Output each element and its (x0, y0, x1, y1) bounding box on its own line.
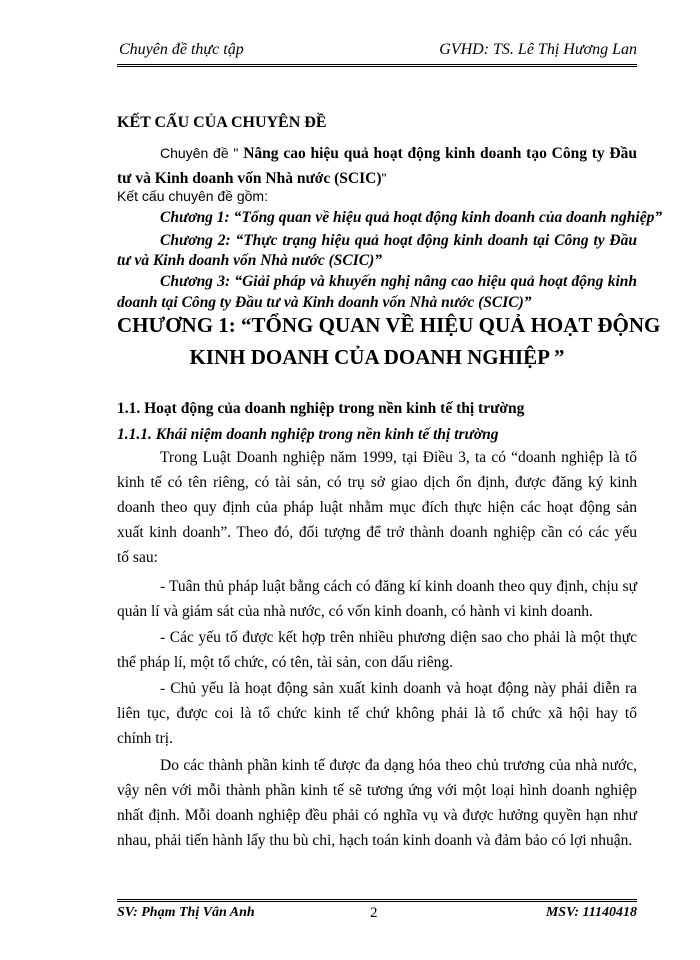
bullet-2-line: - Các yếu tố được kết hợp trên nhiều phương diện sao cho phải là một thực (160, 629, 637, 646)
bullet-3-line: liên tục, được coi là tổ chức kinh tế chứ không phải là tổ chức xã hội hay tổ (117, 705, 637, 722)
bullet-1-line: quản lí và giám sát của nhà nước, có vốn kinh doanh, có hành vi kinh doanh. (117, 603, 593, 620)
paragraph-1-line: kinh tế có tên riêng, có tài sản, có trụ sở giao dịch ổn định, được đăng ký kinh (117, 474, 637, 491)
chapter-2-summary-line2: tư và Kinh doanh vốn Nhà nước (SCIC)” (117, 252, 383, 269)
page-number: 2 (370, 905, 378, 921)
page-footer (117, 899, 637, 928)
section-heading: 1.1. Hoạt động của doanh nghiệp trong nền kinh tế thị trường (117, 400, 525, 417)
bullet-3-line: - Chủ yếu là hoạt động sản xuất kinh doanh và hoạt động này phải diễn ra (160, 680, 637, 697)
chapter-1-summary: Chương 1: “Tổng quan về hiệu quả hoạt động kinh doanh của doanh nghiệp” (160, 209, 663, 226)
header-course: Chuyên đề thực tập (119, 41, 244, 58)
paragraph-1-line: doanh theo quy định của pháp luật nhằm mục đích thực hiện các hoạt động sản (117, 499, 637, 516)
bullet-3-line: chính trị. (117, 730, 173, 747)
subsection-heading: 1.1.1. Khái niệm doanh nghiệp trong nền kinh tế thị trường (117, 426, 499, 443)
structure-lead: Kết cấu chuyên đề gồm: (117, 188, 268, 204)
chapter-3-summary-line1: Chương 3: “Giải pháp và khuyến nghị nâng cao hiệu quả hoạt động kinh (160, 273, 637, 290)
page-header (117, 40, 637, 67)
structure-intro-line1: Chuyên đề " Nâng cao hiệu quả hoạt động kinh doanh tạo Công ty Đầu (160, 145, 637, 162)
footer-student-id: MSV: 11140418 (545, 905, 637, 920)
header-advisor: GVHD: TS. Lê Thị Hương Lan (439, 41, 637, 58)
structure-title: KẾT CẤU CỦA CHUYÊN ĐỀ (117, 114, 327, 131)
chapter-3-summary-line2: doanh tại Công ty Đầu tư và Kinh doanh vốn Nhà nước (SCIC)” (117, 294, 532, 311)
paragraph-1-line: tố sau: (117, 549, 158, 566)
chapter-2-summary-line1: Chương 2: “Thực trạng hiệu quả hoạt động kinh doanh tại Công ty Đầu (160, 232, 637, 249)
paragraph-1-line: xuất kinh doanh”. Theo đó, đối tượng để trở thành doanh nghiệp cần có các yếu (117, 524, 637, 541)
bullet-1-line: - Tuân thủ pháp luật bằng cách có đăng kí kinh doanh theo quy định, chịu sự (160, 578, 637, 595)
bullet-2-line: thể pháp lí, một tổ chức, có tên, tài sản, con dấu riêng. (117, 654, 453, 671)
paragraph-2-line: Do các thành phần kinh tế được đa dạng hóa theo chủ trương của nhà nước, (160, 757, 637, 774)
footer-student: SV: Phạm Thị Vân Anh (117, 905, 255, 920)
paragraph-2-line: nhất định. Mỗi doanh nghiệp đều phải có nghĩa vụ và được hưởng quyền hạn như (117, 807, 637, 824)
paragraph-1-line: Trong Luật Doanh nghiệp năm 1999, tại Điều 3, ta có “doanh nghiệp là tổ (160, 449, 637, 466)
chapter-heading-line1: CHƯƠNG 1: “TỔNG QUAN VỀ HIỆU QUẢ HOẠT ĐỘNG (117, 313, 661, 337)
paragraph-2-line: vậy nên với mỗi thành phần kinh tế sẽ tương ứng với một loại hình doanh nghiệp (117, 782, 637, 799)
structure-intro-line2: tư và Kinh doanh vốn Nhà nước (SCIC)" (117, 170, 387, 187)
chapter-heading-line2: KINH DOANH CỦA DOANH NGHIỆP ” (189, 345, 565, 369)
paragraph-2-line: nhau, phải tiến hành lấy thu bù chi, hạch toán kinh doanh và đảm bảo có lợi nhuận. (117, 832, 633, 849)
